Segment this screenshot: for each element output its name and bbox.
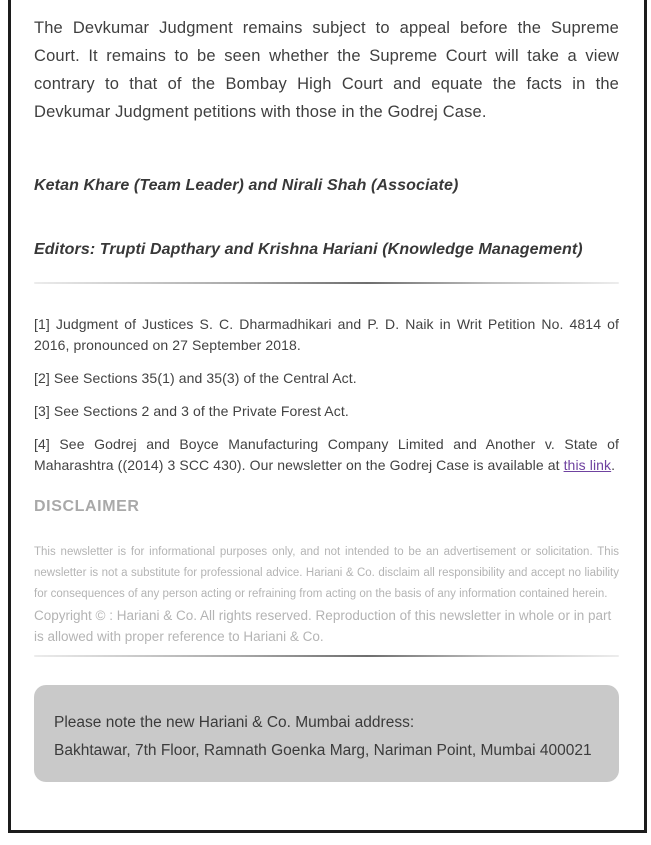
- disclaimer-body: This newsletter is for informational purposes only, and not intended to be an advertisement or solicitation. This newsletter is not a substitute for professional advice. Hariani & Co. disclaim all responsibility and accept no liability for consequences of any person acting or refraining from acting on the basis of any information contained herein.: [34, 546, 619, 600]
- footnote-4-period: .: [611, 457, 616, 473]
- newsletter-content: [11, 0, 644, 782]
- footnote-4-text: [4] See Godrej and Boyce Manufacturing Company Limited and Another v. State of Maharashtra ((2014) 3 SCC 430). Our newsletter on the Godrej Case is available at: [34, 436, 619, 473]
- divider-bottom: [34, 655, 619, 657]
- authors-line: Ketan Khare (Team Leader) and Nirali Shah (Associate): [34, 177, 459, 194]
- page-frame: [8, 0, 647, 833]
- this-link[interactable]: this link: [563, 457, 612, 473]
- address-note-line: Please note the new Hariani & Co. Mumbai address:: [54, 714, 415, 731]
- footnote-4: [34, 434, 619, 476]
- footnote-2: [2] See Sections 35(1) and 35(3) of the Central Act.: [34, 370, 357, 386]
- address-street-line: Bakhtawar, 7th Floor, Ramnath Goenka Marg, Nariman Point, Mumbai 400021: [54, 742, 592, 759]
- divider-top: [34, 282, 619, 284]
- disclaimer-heading: DISCLAIMER: [34, 498, 140, 515]
- address-box: [34, 685, 619, 782]
- footnote-3: [3] See Sections 2 and 3 of the Private Forest Act.: [34, 403, 349, 419]
- editors-line: Editors: Trupti Dapthary and Krishna Hariani (Knowledge Management): [34, 241, 583, 258]
- footnotes-section: [34, 314, 619, 476]
- footnote-1: [1] Judgment of Justices S. C. Dharmadhikari and P. D. Naik in Writ Petition No. 4814 of 2016, pronounced on 27 September 2018.: [34, 316, 619, 353]
- copyright-notice: Copyright © : Hariani & Co. All rights reserved. Reproduction of this newsletter in whole or in part is allowed with proper reference to Hariani & Co.: [34, 608, 612, 644]
- lead-paragraph: The Devkumar Judgment remains subject to appeal before the Supreme Court. It remains to be seen whether the Supreme Court will take a view contrary to that of the Bombay High Court and equate the facts in the Devkumar Judgment petitions with those in the Godrej Case.: [34, 19, 619, 121]
